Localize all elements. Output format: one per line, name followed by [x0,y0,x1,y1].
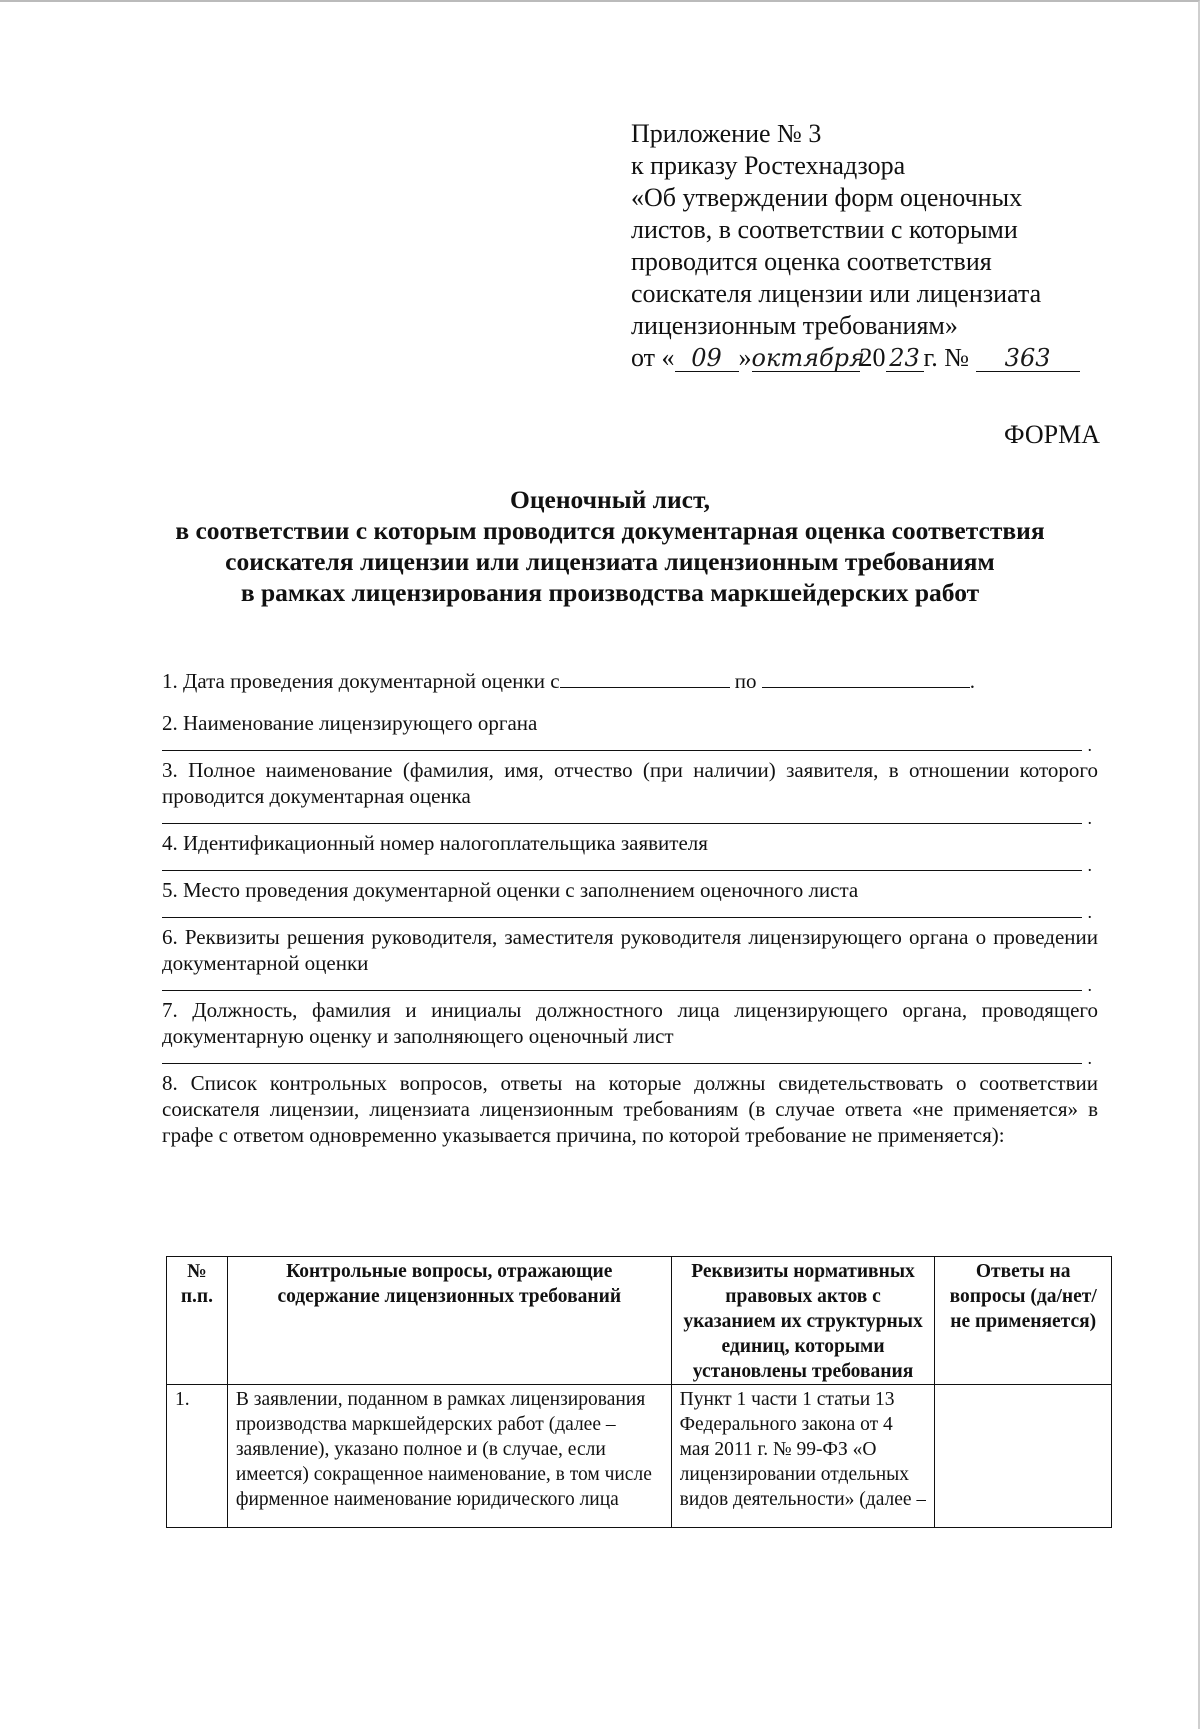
appendix-block [631,118,1101,374]
checklist-table [166,1256,1112,1528]
row-answer-text[interactable] [943,1387,1103,1525]
date-year-suffix: 23 [886,345,924,372]
row-num [167,1385,228,1528]
field-1-label: 1. Дата проведения документарной оценки с [162,669,560,693]
order-number: 363 [976,345,1080,372]
licensing-authority-blank[interactable] [162,736,1082,751]
date-prefix: от « [631,343,675,372]
appendix-line: проводится оценка соответствия [631,247,992,276]
table-row [167,1385,1112,1528]
row-question-text: В заявлении, поданном в рамках лицензирования производства маркшейдерских работ (далее – заявление), указано полное и (в случае, если имеется) сокращенное наименование, в том числе фирменное наименование юридического лица [235,1389,652,1510]
date-mid: » [738,343,752,372]
row-requisites [671,1385,935,1528]
form-label: ФОРМА [1004,420,1100,449]
field-taxpayer-id: 4. Идентификационный номер налогоплательщика заявителя [162,831,708,855]
official-position-blank[interactable] [162,1049,1082,1064]
appendix-line: соискателя лицензии или лицензиата [631,279,1042,308]
title-line: в рамках лицензирования производства маркшейдерских работ [240,578,980,607]
order-date-line [631,342,1101,374]
field-licensing-authority: 2. Наименование лицензирующего органа [162,711,538,735]
form-fields [162,668,1098,1148]
header-question: Контрольные вопросы, отражающие содержание лицензионных требований [227,1257,671,1385]
date-year-prefix: 20 [859,343,886,372]
title-line: в соответствии с которым проводится документарная оценка соответствия [175,516,1045,545]
appendix-line: Приложение № 3 [631,119,822,148]
title-line: соискателя лицензии или лицензиата лицензионным требованиям [225,547,995,576]
row-question [227,1385,671,1528]
header-num: № п.п. [167,1257,228,1385]
field-assessment-place: 5. Место проведения документарной оценки с заполнением оценочного листа [162,878,859,902]
row-num-text: 1. [175,1389,190,1410]
assessment-place-blank[interactable] [162,903,1082,918]
appendix-line: листов, в соответствии с которыми [631,215,1018,244]
row-requisites-text: Пункт 1 части 1 статьи 13 Федерального закона от 4 мая 2011 г. № 99-ФЗ «О лицензировании отдельных видов деятельности» (далее – [679,1389,927,1510]
date-day: 09 [675,345,739,372]
appendix-line: «Об утверждении форм оценочных [631,183,1023,212]
applicant-name-blank[interactable] [162,809,1082,824]
row-answer[interactable] [935,1385,1112,1528]
appendix-line: лицензионным требованиям» [631,311,958,340]
decision-requisites-blank[interactable] [162,976,1082,991]
field-decision-requisites: 6. Реквизиты решения руководителя, заместителя руководителя лицензирующего органа о проведении документарной оценки [162,925,1098,975]
field-1-to-label: по [734,669,757,693]
field-checklist-intro: 8. Список контрольных вопросов, ответы на которые должны свидетельствовать о соответствии соискателя лицензии, лицензиата лицензионным требованиям (в случае ответа «не применяется» в графе с ответом одновременно указывается причина, по которой требование не применяется): [162,1071,1098,1147]
header-answers: Ответы на вопросы (да/нет/ не применяется) [935,1257,1112,1385]
document-title [130,484,1090,608]
taxpayer-id-blank[interactable] [162,856,1082,871]
title-line: Оценочный лист, [510,485,710,514]
table-header-row [167,1257,1112,1385]
field-applicant-name: 3. Полное наименование (фамилия, имя, отчество (при наличии) заявителя, в отношении которого проводится документарная оценка [162,758,1098,808]
date-from-blank[interactable] [560,669,730,688]
date-month: октября [751,344,865,372]
date-to-blank[interactable] [762,669,970,688]
date-number-prefix: г. № [923,343,970,372]
header-requisites: Реквизиты нормативных правовых актов с указанием их структурных единиц, которыми установлены требования [671,1257,935,1385]
field-assessment-dates: 1. Дата проведения документарной оценки с по . [162,669,976,693]
appendix-line: к приказу Ростехнадзора [631,151,906,180]
field-official-position: 7. Должность, фамилия и инициалы должностного лица лицензирующего органа, проводящего документарную оценку и заполняющего оценочный лист [162,998,1098,1048]
